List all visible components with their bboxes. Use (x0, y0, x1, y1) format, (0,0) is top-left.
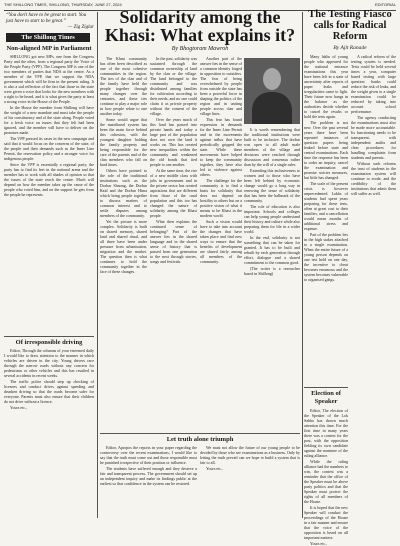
masthead: The Shillong Times (6, 33, 90, 42)
paragraph: This fear has found expression in demands for the Inner Line Permit and in the movements against influx that have periodically gripped the state. While these movements have helped to keep the community together, they have also led to violence against others. (200, 117, 242, 177)
speaker-headline: Election of Speaker (311, 390, 341, 405)
paragraph: Yours etc., (206, 466, 224, 471)
paragraph: Such a vision would have to take into account the changes that have taken place and find new ways to ensure that the benefits of development are shared fairly among all members of the community. (200, 219, 242, 264)
paragraph: In the past, solidarity was sustained through the common ownership of land by the clan or the village. The land belonged to the community and was distributed among families for cultivation according to their needs, and no one could claim it as private property without the consent of the village. (150, 56, 197, 116)
quote-author: — Zig Ziglar (67, 25, 94, 30)
photo-body (252, 92, 292, 124)
divider (304, 387, 348, 388)
speaker-letter-text (304, 408, 348, 546)
feature-col-1 (100, 56, 147, 430)
feature-col-2 (150, 56, 197, 430)
feature-byline: By Bhogtoram Mawroh (171, 46, 229, 52)
paragraph: Many lakhs of young people who appeared for the national entrance examinations this year have been left in a state of uncertainty after reports of paper leaks and irregularities came to light. Their future now hangs in the balance as the authorities decide whether to cancel the results or hold the tests again. (304, 54, 348, 119)
author-photo (244, 58, 300, 124)
paragraph: Editor, Through the columns of your esteemed daily I would like to draw attention to the manner in which vehicles are driven in the city. Young drivers race through the narrow roads without any concern for pedestrians or other vehicles and this has resulted in several accidents in recent weeks. (4, 348, 94, 378)
paragraph: The problem is not new. Over the past several years there have been repeated instances of question papers being leaked before state and central examinations. Each time the response has been to order an inquiry, cancel the examination and promise stricter measures, but little has changed. (304, 120, 348, 180)
paragraph: The students have suffered enough and they deserve a fair and transparent process. The government should set up an independent inquiry and make its findings public at the earliest so that confidence in the system can be restored. (100, 466, 197, 486)
photo-face (263, 68, 281, 90)
feature-col-3 (200, 56, 242, 430)
right-headline: The Testing Fiasco calls for Radical Reform (308, 9, 392, 42)
paragraph: Editor, Apropos the reports in your paper regarding the controversy over the recent examinations, I would like to say that the truth must come out and those responsible must be punished irrespective of their position or influence. (100, 445, 197, 465)
letter-headline: Let truth alone triumph (166, 436, 234, 443)
feature-headline: Solidarity among the Khasi: What explains it? (104, 7, 296, 45)
paragraph: Yet the picture is more complex. Solidarity is built on shared memory, shared land and shared ritual, and all three have been under pressure from urbanisation, migration and the market. The question then is what continues to hold the community together in the face of these changes. (100, 219, 147, 274)
paragraph: In the House the member from Shillong will have the weight of a new mandate and must take the people of his constituency and of the state along. People voted for a fresh voice on issues that they felt had been ignored, and the member will have to deliver on the promises made. (4, 105, 94, 135)
left-lower-headline: Of irresponsible driving (15, 339, 83, 346)
paragraph: Yours etc., (10, 405, 28, 410)
paragraph: In the end, solidarity is not something that can be taken for granted. It has to be built and rebuilt by each generation through effort, dialogue and a shared commitment to the common good. (244, 235, 300, 265)
paragraph: The challenge for the community is to find a basis for solidarity that does not depend on hostility to others but on a positive vision of what it means to be Khasi in the modern world. (200, 178, 242, 218)
paragraph: Editor, The election of the Speaker of the Lok Sabha has drawn much attention this time. For the first time in many years there was a contest for the post, with the opposition fielding its own candidate against the nominee of the ruling alliance. (304, 408, 348, 458)
right-byline: By Ajit Ranade (333, 45, 367, 51)
paragraph: SHILLONG got new MPs, one from the Congress Party and the other, from a regional party the Voice of the People Party (VPP). The Congress MP is one of the two members of parties that NDA at the centre. As a member of the VPP, that we support the NDA government which will be firm in the present ruling. It is also a sad reflection of the fact that those in the state were given a voice that looks for the new members with a right to be heard, and it is what gives the party at least a strong voice in the House of the People. (4, 54, 94, 104)
left-column-text (4, 54, 94, 334)
paragraph: A radical reform of the testing system is needed. Tests could be held several times a year, computer based testing with large question banks could reduce the risk of leaks, and the weight given to a single examination could be reduced by taking into account school performance. (351, 54, 396, 114)
paragraph: The VPP pressed its cases in the new campaign and said that it would focus on the concerns of the state, of the people and their demands such as the Inner Line Permit, the reservation policy and a stronger voice for indigenous people. (4, 136, 94, 161)
paragraph: The scale of the present crisis is however unprecedented. Lakhs of students had spent years preparing for these tests, often at great cost to their families, and a cancellation would mean months of additional stress and expense. (304, 181, 348, 231)
quote-text: “You don't have to be great to start. You just have to start to be great.” (6, 13, 87, 24)
paragraph: At the same time, the rise of a new middle class with jobs in government and in the private sector has created aspirations that are different from those of the rural population and this too has changed the nature of solidarity among the Khasi people. (150, 168, 197, 218)
letter-text-1 (100, 445, 197, 518)
paragraph: We must not allow the future of our young people to be decided by those who see examinations as a business. Only by letting the truth prevail can we hope to build a system that is fair to all. (200, 445, 300, 465)
left-lower-text (4, 348, 94, 518)
quote-box (6, 13, 94, 31)
paragraph: Since the VPP is essentially a regional party, the party has to find its feet in the national arena and the member has to work with all shades of opinion so that the issues of the state reach the centre. Much will depend on how the member takes up the cause of the people who voted him, and on the support he gets from the people he represents. (4, 162, 94, 197)
paragraph: While the ruling alliance had the numbers to win, the contest was a reminder that the office of the Speaker must be above party politics and that the Speaker must protect the rights of all members of the House. (304, 459, 348, 504)
paragraph: Without such reforms the trust of students in the examination system will continue to erode, and the credibility of the institutions that admit them will suffer as well. (351, 161, 396, 196)
feature-col-4 (244, 127, 300, 430)
paragraph: (The writer is a researcher based in Shillong) (244, 266, 300, 276)
paragraph: It is hoped that the new Speaker will conduct the proceedings of the House in a fair manner and ensure that the voice of the opposition is heard on all important matters. (304, 505, 348, 540)
paragraph: What then explains the continued sense of belonging? Part of the answer lies in the shared language and in the shared sense of history that is passed from one generation to the next through stories, songs and festivals. (150, 219, 197, 264)
paragraph: Others have pointed to the role of the traditional institutions such as the Dorbar Shnong, the Dorbar Raid and the Dorbar Hima which bring people together to discuss matters of common interest and to settle disputes among members of the community. (100, 168, 147, 218)
paragraph: Extending this inclusiveness to women and to those who have been left behind by economic change would go a long way in renewing the sense of solidarity that has been the hallmark of the community. (244, 168, 300, 203)
paragraph: Some would argue that the matrilineal system has been the main force behind this cohesion, with the youngest daughter holding the family property and being responsible for the care of the parents and of the clan members who fall on hard times. (100, 117, 147, 167)
paragraph: Yours etc., (310, 541, 328, 546)
paragraph: Over the years much of this land has passed into private hands and today a large part of the population does not own the land it works on. This has created new inequalities within the community and weakened the old bonds that tied people to one another. (150, 117, 197, 167)
paragraph: The agency conducting the examinations must also be made more accountable. Its functioning needs to be transparent, with independent audits and clear procedures for handling complaints from students and parents. (351, 115, 396, 160)
paragraph: Part of the problem lies in the high stakes attached to a single examination. When the entire future of a young person depends on one test held on one day, the incentive to cheat becomes enormous and the system becomes vulnerable to organised gangs. (304, 232, 348, 282)
divider (4, 336, 94, 337)
paragraph: Another part of the answer lies in the sense of a common identity forged in opposition to outsiders. The fear of being overwhelmed by people from outside the state has been a powerful force in shaping the politics of the region and in uniting people across clan and village lines. (200, 56, 242, 116)
letter-text-2 (200, 445, 300, 518)
column-rule (97, 12, 98, 518)
header-dateline: THE SHILLONG TIMES, SHILLONG, THURSDAY, JUNE 27, 2024 (4, 2, 122, 7)
divider (100, 433, 300, 434)
paragraph: The Khasi community has often been described as one of the most cohesive communities in the region. The ties of the clan and of the family have held the people together through many changes over the centuries, and these ties continue to play a major role in how people relate to one another today. (100, 56, 147, 116)
left-headline: Non-aligned MP in Parliament (6, 45, 92, 52)
column-rule (302, 12, 303, 518)
paragraph: The role of education is also important. Schools and colleges can help young people understand their history and culture while also preparing them for life in a wider world. (244, 204, 300, 234)
paragraph: It is worth remembering that the traditional institutions were built to be inclusive. The dorbar was open to all adult male members of the village and decisions were reached through discussion and consensus rather than by the will of a single ruler. (244, 127, 300, 167)
paragraph: The traffic police should step up checking of licences and conduct drives against speeding and drunken driving so that the roads become safer for everyone. Parents must also ensure that their children do not drive without a licence. (4, 379, 94, 404)
right-col-2 (351, 54, 396, 518)
right-col-1 (304, 54, 348, 384)
header-section: EDITORIAL (374, 2, 396, 7)
